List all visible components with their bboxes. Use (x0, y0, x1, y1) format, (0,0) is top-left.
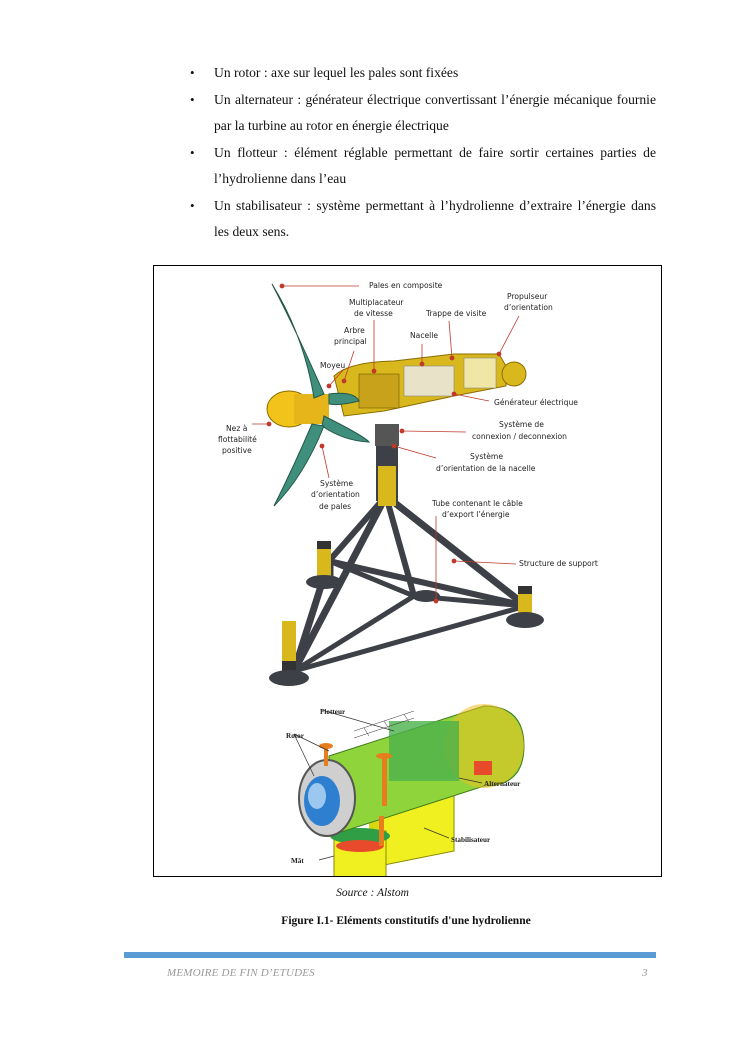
page-number: 3 (642, 967, 648, 979)
label-tube-2: d’export l’énergie (442, 510, 510, 519)
label-alternateur: Alternateur (484, 780, 521, 788)
label-tube-1: Tube contenant le câble (432, 499, 523, 508)
label-arbre-2: principal (334, 337, 367, 346)
figure-frame (153, 265, 662, 877)
label-arbre-1: Arbre (344, 326, 365, 335)
label-orientation-pales-1: Système (320, 479, 353, 488)
label-propulseur-2: d’orientation (504, 303, 553, 312)
list-item: • Un stabilisateur : système permettant à l’hydrolienne d’extraire l’énergie dans les deux sens. (190, 197, 656, 239)
footer-title: MEMOIRE DE FIN D’ETUDES (167, 967, 315, 979)
label-generateur: Générateur électrique (494, 398, 578, 407)
label-moyeu: Moyeu (320, 361, 346, 370)
figure-caption: Figure I.1- Eléments constitutifs d'une hydrolienne (281, 915, 531, 927)
label-trappe: Trappe de visite (426, 309, 487, 318)
list-item: • Un flotteur : élément réglable permettant de faire sortir certaines parties de l’hydrolienne dans l’eau (190, 144, 656, 186)
label-orientation-pales-2: d’orientation (311, 490, 360, 499)
label-mat: Mât (291, 857, 304, 865)
bullet-text-rotor: Un rotor : axe sur lequel les pales sont fixées (214, 65, 459, 80)
figure-source: Source : Alstom (336, 887, 409, 899)
label-orientation-pales-3: de pales (319, 502, 352, 511)
label-nez-1: Nez à (226, 424, 248, 433)
bullet-text-stabilisateur: Un stabilisateur : système permettant à l’hydrolienne d’extraire l’énergie dans les deux sens. (214, 197, 656, 239)
label-stabilisateur: Stabilisateur (451, 836, 491, 844)
bullet-list (190, 60, 656, 246)
bullet-text-alternateur: Un alternateur : générateur électrique convertissant l’énergie mécanique fournie par la turbine au rotor en énergie électrique (214, 91, 656, 133)
label-nez-2: flottabilité (218, 435, 257, 444)
label-flotteur: Flotteur (320, 708, 346, 716)
label-multiplicateur-1: Multiplacateur (349, 298, 404, 307)
label-propulseur-1: Propulseur (507, 292, 548, 301)
turbine-illustration (154, 266, 662, 877)
label-nacelle: Nacelle (410, 331, 439, 340)
footer-rule (124, 952, 656, 958)
list-item: • Un rotor : axe sur lequel les pales sont fixées (190, 65, 459, 80)
label-orientation-nacelle-1: Système (470, 452, 503, 461)
label-connexion-2: connexion / deconnexion (472, 432, 567, 441)
list-item: • Un alternateur : générateur électrique convertissant l’énergie mécanique fournie par la turbine au rotor en énergie électrique (190, 91, 656, 133)
label-pales: Pales en composite (369, 281, 443, 290)
lower-illustration (294, 704, 524, 877)
label-multiplicateur-2: de vitesse (354, 309, 393, 318)
label-orientation-nacelle-2: d’orientation de la nacelle (436, 464, 536, 473)
label-rotor: Rotor (286, 732, 304, 740)
bullet-text-flotteur: Un flotteur : élément réglable permettant de faire sortir certaines parties de l’hydrolienne dans l’eau (214, 144, 656, 186)
label-nez-3: positive (222, 446, 252, 455)
label-connexion-1: Système de (499, 420, 544, 429)
label-structure: Structure de support (519, 559, 598, 568)
